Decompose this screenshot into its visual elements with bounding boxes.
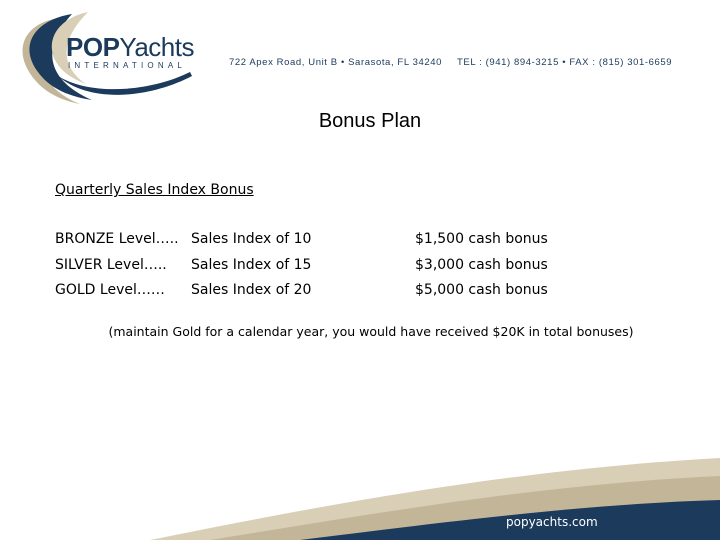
company-logo (66, 34, 194, 70)
logo-subtitle: INTERNATIONAL (68, 61, 187, 70)
logo-pop: POP (66, 32, 120, 62)
logo-wordmark (66, 34, 194, 60)
bonus-amount: $5,000 cash bonus (415, 282, 548, 298)
bonus-amount: $1,500 cash bonus (415, 231, 548, 247)
footer-website: popyachts.com (506, 515, 598, 529)
bonus-level: SILVER Level….. (55, 257, 167, 273)
section-heading: Quarterly Sales Index Bonus (55, 182, 254, 198)
bonus-note: (maintain Gold for a calendar year, you would have received $20K in total bonuses) (108, 324, 634, 339)
bonus-row-gold (0, 282, 720, 304)
company-phone-fax: TEL : (941) 894-3215 • FAX : (815) 301-6659 (457, 57, 673, 68)
bonus-level: GOLD Level…… (55, 282, 165, 298)
company-address: 722 Apex Road, Unit B • Sarasota, FL 34240 (229, 57, 443, 68)
bonus-index: Sales Index of 15 (191, 257, 312, 273)
bonus-row-silver (0, 257, 720, 279)
bonus-row-bronze (0, 231, 720, 253)
logo-yachts: Yachts (119, 32, 194, 62)
bonus-level: BRONZE Level….. (55, 231, 179, 247)
bonus-index: Sales Index of 10 (191, 231, 312, 247)
footer-swoosh-graphic (0, 450, 720, 540)
page-title: Bonus Plan (318, 110, 422, 132)
bonus-index: Sales Index of 20 (191, 282, 312, 298)
bonus-amount: $3,000 cash bonus (415, 257, 548, 273)
